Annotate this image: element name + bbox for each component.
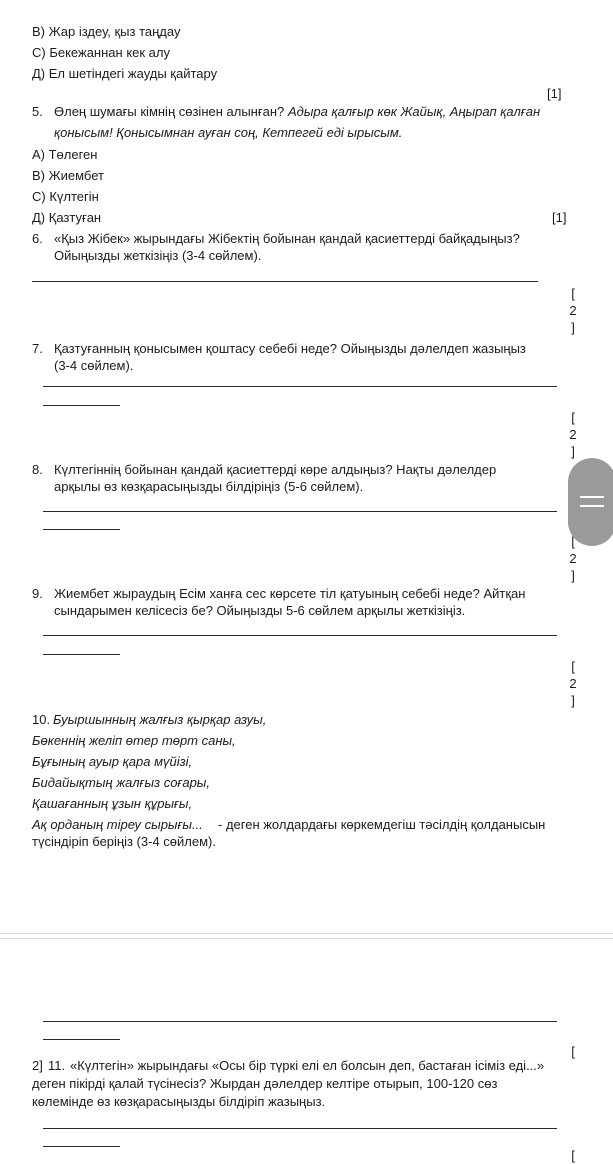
score-q5: [1] xyxy=(552,210,567,225)
answer-line-q11-short[interactable] xyxy=(43,1146,120,1147)
q6-line2: Ойыңызды жеткізіңіз (3-4 сөйлем). xyxy=(54,248,262,263)
score-bracket-close: ] xyxy=(571,568,575,583)
q9-line1: Жиембет жыраудың Есім ханға сес көрсете тіл қатуының себебі неде? Айтқан xyxy=(54,586,526,601)
q7-line2: (3-4 сөйлем). xyxy=(54,358,134,373)
q10-poem-line2: Бөкеннің желіп өтер төрт саны, xyxy=(32,733,236,748)
score-bracket-close: ] xyxy=(571,693,575,708)
q11-line2: деген пікірді қалай түсінесіз? Жырдан дәлелдер келтіре отырып, 100-120 сөз xyxy=(32,1076,498,1091)
option-c-q4: С) Бекежаннан кек алу xyxy=(32,45,170,60)
q11-number: 11. xyxy=(48,1058,66,1073)
q8-line1: Күлтегіннің бойынан қандай қасиеттерді көре алдыңыз? Нақты дәлелдер xyxy=(54,462,497,477)
answer-line-q10-short[interactable] xyxy=(43,1039,120,1040)
q10-question-line2: түсіндіріп беріңіз (3-4 сөйлем). xyxy=(32,834,216,849)
q10-poem-line4: Бидайықтың жалғыз соғары, xyxy=(32,775,210,790)
answer-line-q6[interactable] xyxy=(32,281,538,282)
q5-option-b: В) Жиембет xyxy=(32,168,104,183)
q5-question: Өлең шумағы кімнің сөзінен алынған? xyxy=(54,104,285,119)
q11-score-prefix: 2] xyxy=(32,1058,43,1073)
score-bracket-open: [ xyxy=(571,410,575,425)
q5-number: 5. xyxy=(32,104,43,119)
score-bracket-open: [ xyxy=(571,1148,575,1163)
answer-line-q11[interactable] xyxy=(43,1128,557,1129)
page-separator xyxy=(0,938,613,939)
score-value-q7: 2 xyxy=(569,427,577,442)
score-value-q6: 2 xyxy=(569,303,577,318)
grip-line-icon xyxy=(580,505,604,507)
q5-option-c: С) Күлтегін xyxy=(32,189,99,204)
score-value-q8: 2 xyxy=(569,551,577,566)
grip-line-icon xyxy=(580,496,604,498)
score-q4: [1] xyxy=(547,86,562,101)
q5-quote-line2: қонысым! Қонысымнан ауған соң, Кетпегей еді ырысым. xyxy=(54,125,403,140)
score-bracket-close: ] xyxy=(571,320,575,335)
q10-poem-line6: Ақ орданың тіреу сырығы... xyxy=(32,817,203,832)
q9-number: 9. xyxy=(32,586,43,601)
q10-poem-line1: Буыршынның жалғыз қырқар азуы, xyxy=(53,712,267,727)
answer-line-q7-short[interactable] xyxy=(43,405,120,406)
q5-quote-line1: Адыра қалғыр көк Жайық, Аңырап қалған xyxy=(288,104,541,119)
q11-line3: көлемінде өз көзқарасыңызды білдіріп жазыңыз. xyxy=(32,1094,326,1109)
q10-question-line1: - деген жолдардағы көркемдегіш тәсілдің қолданысын xyxy=(218,817,546,832)
q5-option-d: Д) Қазтуған xyxy=(32,210,102,225)
q11-line1: «Күлтегін» жырындағы «Осы бір түркі елі ел болсын деп, бастаған ісіміз еді...» xyxy=(70,1058,545,1073)
score-bracket-open: [ xyxy=(571,534,575,549)
q8-line2: арқылы өз көзқарасыңызды білдіріңіз (5-6 сөйлем). xyxy=(54,479,364,494)
answer-line-q8[interactable] xyxy=(43,511,557,512)
q9-line2: сындарымен келісесіз бе? Ойыңызды 5-6 сөйлем арқылы жеткізіңіз. xyxy=(54,603,466,618)
q6-number: 6. xyxy=(32,231,43,246)
q7-line1: Қазтуғанның қонысымен қоштасу себебі неде? Ойыңызды дәлелдеп жазыңыз xyxy=(54,341,526,356)
option-b-q4: B) Жар іздеу, қыз таңдау xyxy=(32,24,181,39)
score-bracket-open: [ xyxy=(571,659,575,674)
q10-poem-line5: Қашағанның ұзын құрығы, xyxy=(32,796,193,811)
q7-number: 7. xyxy=(32,341,43,356)
q8-number: 8. xyxy=(32,462,43,477)
q10-number: 10. xyxy=(32,712,51,727)
score-bracket-close: ] xyxy=(571,444,575,459)
score-bracket-open: [ xyxy=(571,1044,575,1059)
score-value-q9: 2 xyxy=(569,676,577,691)
page-separator xyxy=(0,933,613,934)
q5-option-a: А) Төлеген xyxy=(32,147,98,162)
score-bracket-open: [ xyxy=(571,286,575,301)
scroll-handle[interactable] xyxy=(568,458,613,546)
answer-line-q8-short[interactable] xyxy=(43,529,120,530)
q10-poem-line3: Бұғының ауыр қара мүйізі, xyxy=(32,754,193,769)
answer-line-q7[interactable] xyxy=(43,386,557,387)
q6-line1: «Қыз Жібек» жырындағы Жібектің бойынан қандай қасиеттерді байқадыңыз? xyxy=(54,231,520,246)
option-d-q4: Д) Ел шетіндегі жауды қайтару xyxy=(32,66,218,81)
answer-line-q9[interactable] xyxy=(43,635,557,636)
answer-line-q10[interactable] xyxy=(43,1021,557,1022)
answer-line-q9-short[interactable] xyxy=(43,654,120,655)
